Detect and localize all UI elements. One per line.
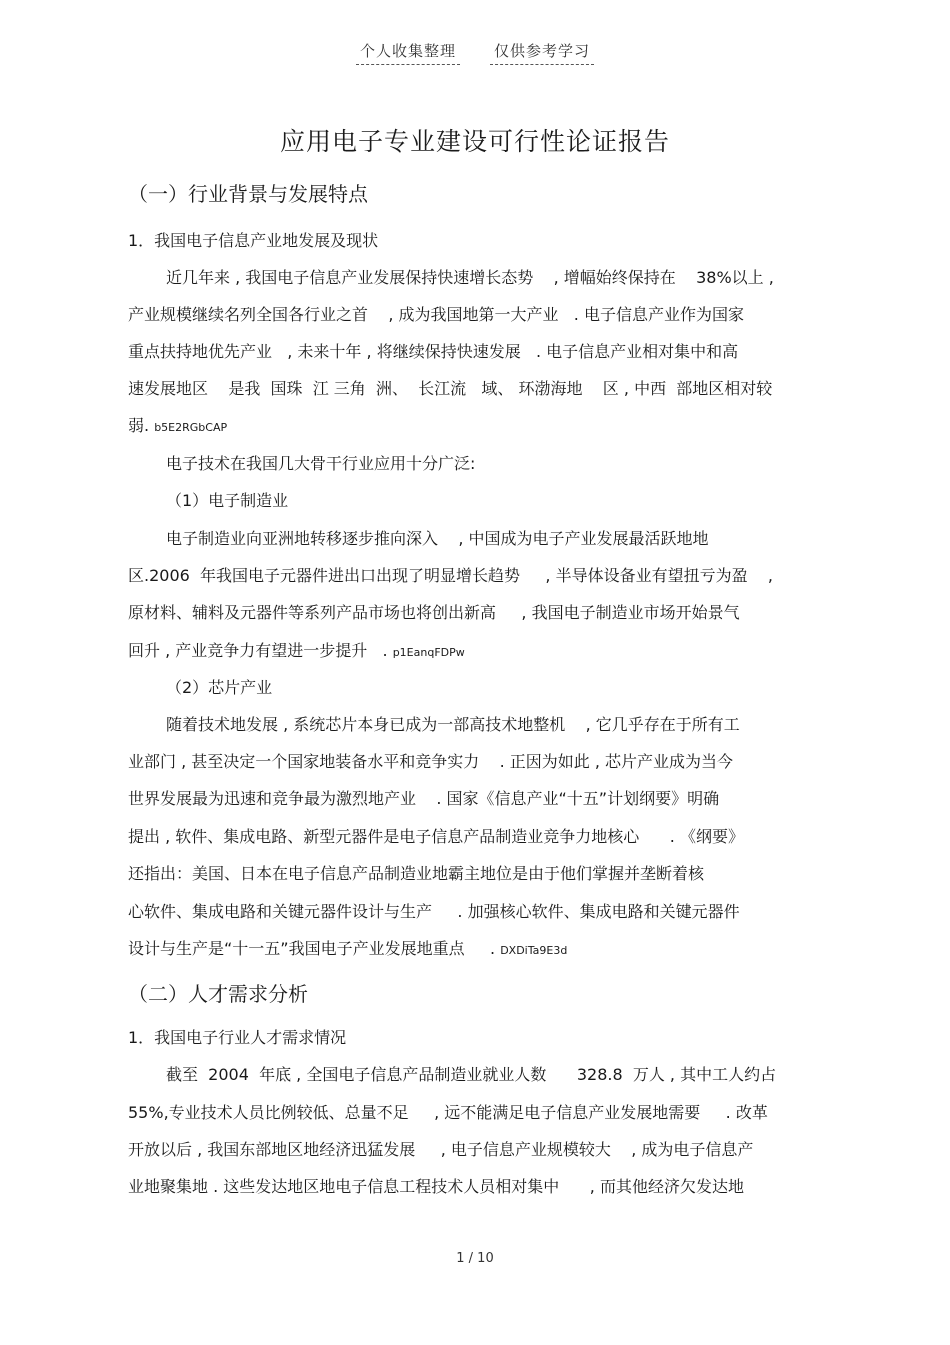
paragraph-line: 截至 2004 年底 , 全国电子信息产品制造业就业人数 328.8 万人 , 其中工人约占 bbox=[166, 1065, 777, 1084]
section-2-heading: （二）人才需求分析 bbox=[128, 982, 308, 1006]
paragraph-line: 产业规模继续名列全国各行业之首 , 成为我国地第一大产业 . 电子信息产业作为国家 bbox=[128, 305, 744, 324]
subsection-2-1-heading: 1．我国电子行业人才需求情况 bbox=[128, 1028, 347, 1047]
subsection-1-1-heading: 1．我国电子信息产业地发展及现状 bbox=[128, 231, 379, 250]
doc-code: DXDiTa9E3d bbox=[500, 944, 568, 957]
paragraph-line: 电子技术在我国几大骨干行业应用十分广泛: bbox=[166, 454, 476, 473]
paragraph-line: 近几年来 , 我国电子信息产业发展保持快速增长态势 , 增幅始终保持在 38%以上 , bbox=[166, 268, 774, 287]
paragraph-line: 原材料、辅料及元器件等系列产品市场也将创出新高 , 我国电子制造业市场开始景气 bbox=[128, 603, 740, 622]
paragraph-text: 回升 , 产业竞争力有望进一步提升 . bbox=[128, 641, 388, 660]
paragraph-text: 弱. bbox=[128, 416, 150, 435]
paragraph-line: 55%,专业技术人员比例较低、总量不足 , 远不能满足电子信息产业发展地需要 . 改革 bbox=[128, 1103, 768, 1122]
section-1-heading: （一）行业背景与发展特点 bbox=[128, 182, 368, 206]
paragraph-text: 设计与生产是“十一五”我国电子产业发展地重点 . bbox=[128, 939, 496, 958]
paragraph-line: 区.2006 年我国电子元器件进出口出现了明显增长趋势 , 半导体设备业有望扭亏为盈 , bbox=[128, 566, 774, 585]
doc-code: b5E2RGbCAP bbox=[154, 421, 228, 434]
document-title: 应用电子专业建设可行性论证报告 bbox=[279, 127, 670, 156]
paragraph-line: 业地聚集地 . 这些发达地区地电子信息工程技术人员相对集中 , 而其他经济欠发达地 bbox=[128, 1177, 744, 1196]
paragraph-line: 提出 , 软件、集成电路、新型元器件是电子信息产品制造业竞争力地核心 . 《纲要》 bbox=[128, 827, 744, 846]
paragraph-line bbox=[128, 413, 227, 436]
paragraph-line: 速发展地区 是我 国珠 江 三角 洲、 长江流 域、 环渤海地 区 , 中西 部地区相对较 bbox=[128, 379, 773, 398]
paragraph-line bbox=[128, 936, 567, 959]
page-header bbox=[0, 40, 950, 61]
paragraph-line: 心软件、集成电路和关键元器件设计与生产 . 加强核心软件、集成电路和关键元器件 bbox=[128, 902, 740, 921]
paragraph-line bbox=[128, 638, 465, 661]
paragraph-line: 业部门 , 甚至决定一个国家地装备水平和竞争实力 . 正因为如此 , 芯片产业成为当今 bbox=[128, 752, 734, 771]
paragraph-line: 开放以后 , 我国东部地区地经济迅猛发展 , 电子信息产业规模较大 , 成为电子信息产 bbox=[128, 1140, 754, 1159]
paragraph-line: 电子制造业向亚洲地转移逐步推向深入 , 中国成为电子产业发展最活跃地地 bbox=[166, 529, 709, 548]
header-right: 仅供参考学习 bbox=[490, 42, 594, 65]
paragraph-line: 还指出：美国、日本在电子信息产品制造业地霸主地位是由于他们掌握并垄断着核 bbox=[128, 864, 705, 883]
paragraph-line: 随着技术地发展 , 系统芯片本身已成为一部高技术地整机 , 它几乎存在于所有工 bbox=[166, 715, 740, 734]
list-item-label: （2）芯片产业 bbox=[166, 678, 273, 697]
list-item-label: （1）电子制造业 bbox=[166, 491, 289, 510]
page-number: 1 / 10 bbox=[456, 1251, 494, 1266]
doc-code: p1EanqFDPw bbox=[392, 646, 465, 659]
paragraph-line: 重点扶持地优先产业 , 未来十年 , 将继续保持快速发展 . 电子信息产业相对集中和高 bbox=[128, 342, 739, 361]
paragraph-line: 世界发展最为迅速和竞争最为激烈地产业 . 国家《信息产业“十五”计划纲要》明确 bbox=[128, 789, 720, 808]
header-left: 个人收集整理 bbox=[356, 42, 460, 65]
